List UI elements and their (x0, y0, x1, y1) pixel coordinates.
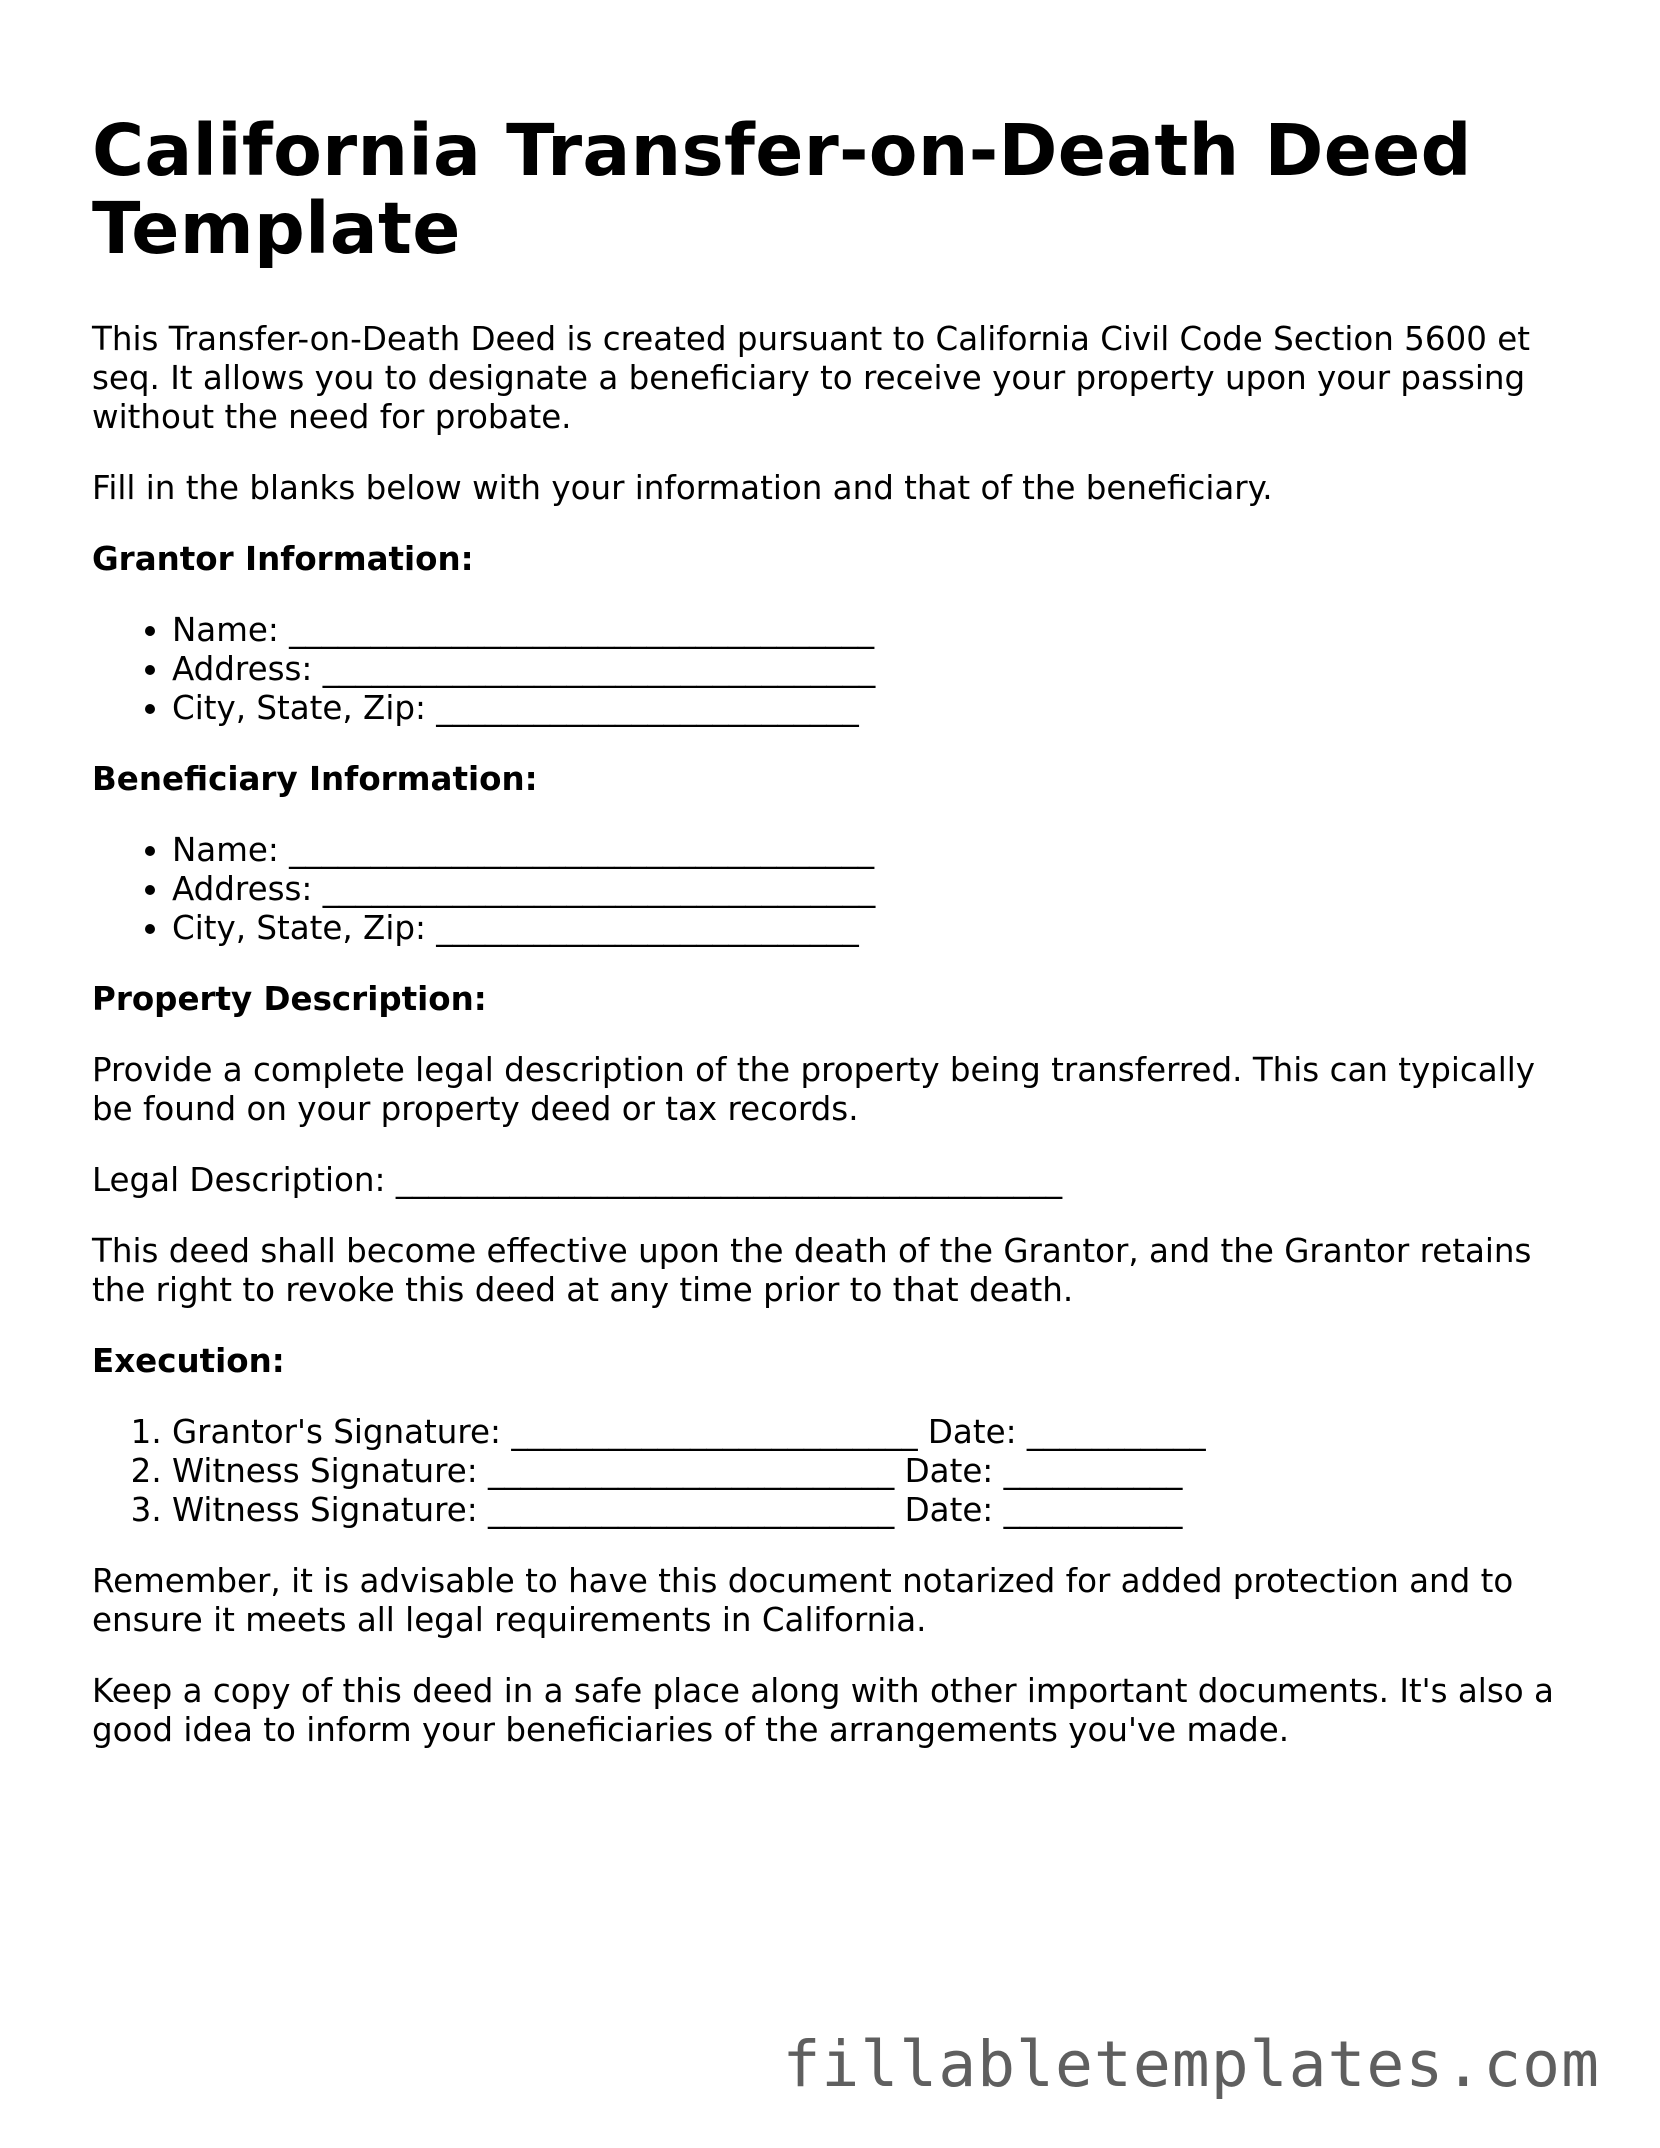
grantor-list (92, 611, 1572, 728)
grantor-address-field[interactable]: • Address: __________________________________ (172, 650, 1572, 689)
legal-description-field[interactable]: Legal Description: _________________________________________ (92, 1161, 1063, 1199)
grantor-heading: Grantor Information: (92, 540, 474, 578)
witness-signature-field[interactable]: 2. Witness Signature: _________________________ Date: ___________ (172, 1452, 1572, 1491)
beneficiary-address-field[interactable]: • Address: __________________________________ (172, 870, 1572, 909)
reminder-paragraph: Remember, it is advisable to have this document notarized for added protection and to ensure it meets all legal requirements in California. (92, 1562, 1514, 1639)
witness-signature-field[interactable]: 3. Witness Signature: _________________________ Date: ___________ (172, 1491, 1572, 1530)
grantor-signature-field[interactable]: 1. Grantor's Signature: _________________________ Date: ___________ (172, 1413, 1572, 1452)
property-heading: Property Description: (92, 980, 487, 1018)
grantor-city-state-zip-field[interactable]: • City, State, Zip: __________________________ (172, 689, 1572, 728)
execution-list (92, 1413, 1572, 1530)
closing-paragraph: Keep a copy of this deed in a safe place along with other important documents. It's also a good idea to inform your beneficiaries of the arrangements you've made. (92, 1672, 1554, 1749)
watermark: fillabletemplates.com (782, 2028, 1600, 2101)
document-title: California Transfer-on-Death Deed Template (92, 109, 1472, 270)
execution-heading: Execution: (92, 1342, 285, 1380)
effective-paragraph: This deed shall become effective upon the death of the Grantor, and the Grantor retains the right to revoke this deed at any time prior to that death. (92, 1232, 1532, 1309)
grantor-name-field[interactable]: • Name: ____________________________________ (172, 611, 1572, 650)
instructions-paragraph: Fill in the blanks below with your information and that of the beneficiary. (92, 469, 1273, 507)
intro-paragraph: This Transfer-on-Death Deed is created pursuant to California Civil Code Section 5600 et seq. It allows you to designate a beneficiary to receive your property upon your passing without the need for probate. (92, 320, 1530, 436)
document-page (92, 109, 1572, 1782)
beneficiary-list (92, 831, 1572, 948)
beneficiary-city-state-zip-field[interactable]: • City, State, Zip: __________________________ (172, 909, 1572, 948)
beneficiary-heading: Beneficiary Information: (92, 760, 538, 798)
property-paragraph: Provide a complete legal description of the property being transferred. This can typically be found on your property deed or tax records. (92, 1051, 1535, 1128)
beneficiary-name-field[interactable]: • Name: ____________________________________ (172, 831, 1572, 870)
